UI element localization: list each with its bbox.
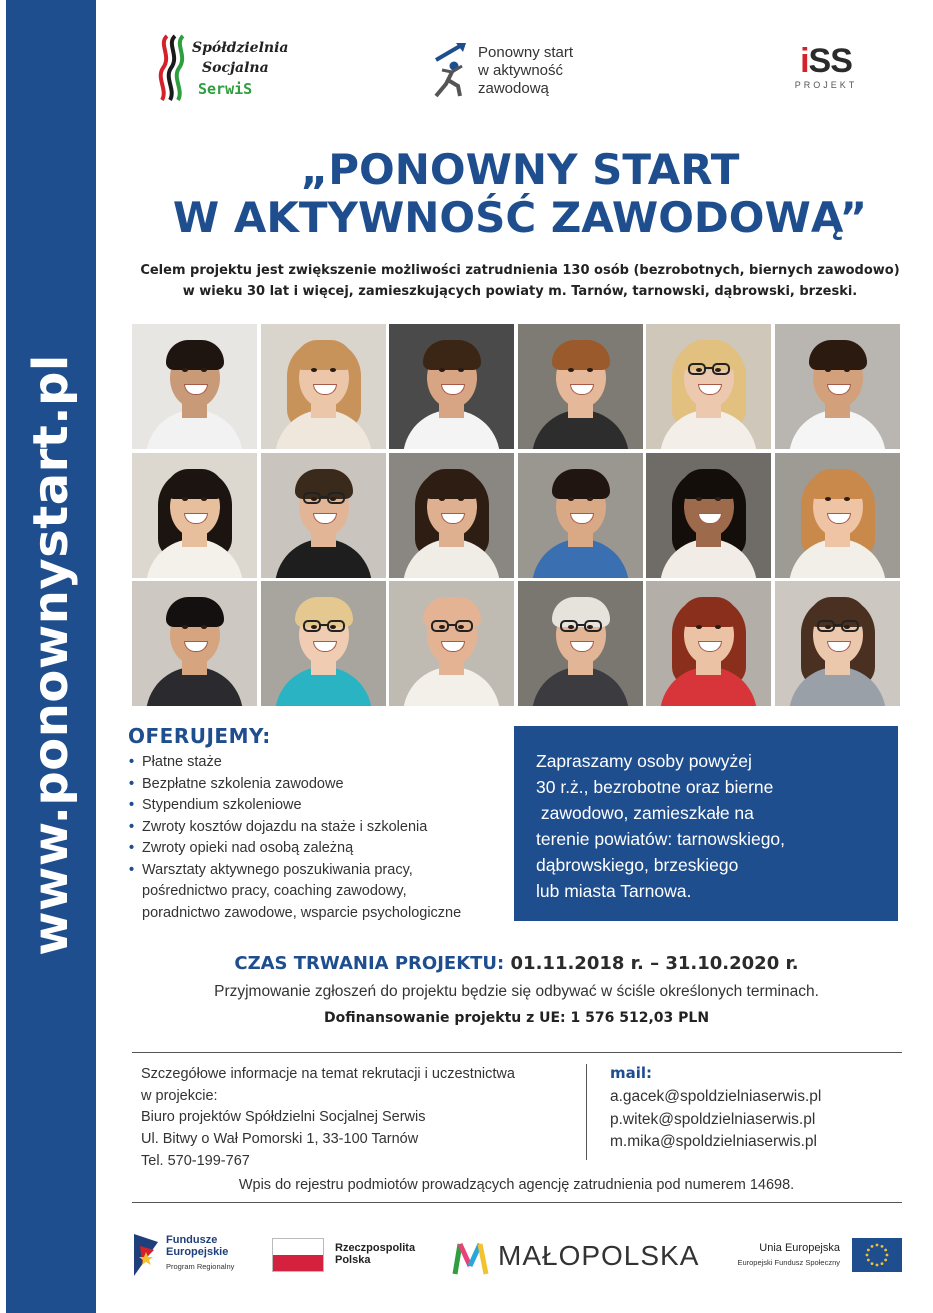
ps-line1: Ponowny start: [478, 44, 574, 61]
photo-hair: [809, 340, 867, 370]
portrait-photo: [775, 581, 900, 706]
iss-sub: PROJEKT: [794, 80, 858, 90]
eu-star-icon: [884, 1259, 887, 1262]
portrait-photo: [389, 324, 514, 449]
polish-flag-icon: [272, 1238, 324, 1272]
photo-eye: [182, 625, 188, 629]
contact-info: [141, 1064, 581, 1173]
invite-line: lub miasta Tarnowa.: [536, 881, 692, 901]
eu-star-icon: [881, 1262, 884, 1265]
photo-grid: [132, 324, 900, 706]
eu-star-icon: [884, 1249, 887, 1252]
portrait-photo: [261, 581, 386, 706]
contact-phone[interactable]: Tel. 570-199-767: [141, 1152, 250, 1169]
contact-line: Szczegółowe informacje na temat rekrutacji i uczestnictwa: [141, 1066, 515, 1082]
offer-item: • Bezpłatne szkolenia zawodowe: [128, 774, 508, 796]
portrait-photo: [518, 581, 643, 706]
portrait-photo: [389, 453, 514, 578]
logo-rzeczpospolita-polska: [272, 1238, 432, 1274]
photo-eye: [201, 625, 207, 629]
glasses-icon: [685, 362, 733, 376]
contact-line: Biuro projektów Spółdzielni Socjalnej Serwis: [141, 1109, 426, 1126]
divider-vertical: [586, 1064, 587, 1160]
iss-mark: [786, 44, 866, 78]
invite-line: Zapraszamy osoby powyżej: [536, 751, 752, 771]
portrait-photo: [775, 324, 900, 449]
logo-malopolska: [452, 1238, 712, 1278]
portrait-photo: [261, 324, 386, 449]
mail-address-link[interactable]: a.gacek@spoldzielniaserwis.pl: [610, 1088, 822, 1105]
rp-line1: Rzeczpospolita: [335, 1242, 416, 1254]
offer-item: • Zwroty kosztów dojazdu na staże i szkolenia: [128, 817, 508, 839]
portrait-photo: [775, 453, 900, 578]
logo-iss-projekt: [786, 44, 866, 94]
offer-item: • Zwroty opieki nad osobą zależną: [128, 838, 508, 860]
eu-star-icon: [876, 1244, 879, 1247]
photo-hair: [552, 340, 610, 370]
photo-hair: [809, 469, 867, 499]
offer-item-continuation: poradnictwo zawodowe, wsparcie psychologiczne: [142, 904, 462, 921]
page-title-line1: „PONOWNY START: [300, 145, 740, 194]
offer-title: OFERUJEMY:: [128, 724, 271, 748]
portrait-photo: [389, 581, 514, 706]
eu-star-icon: [876, 1264, 879, 1267]
divider-top: [132, 1052, 902, 1053]
fe-star-icon: [132, 1232, 160, 1276]
offer-item: • Warsztaty aktywnego poszukiwania pracy,: [128, 860, 508, 882]
offer-item-continuation: pośrednictwo pracy, coaching zawodowy,: [142, 883, 407, 899]
photo-eye: [201, 368, 207, 372]
logo-fundusze-europejskie: [132, 1230, 262, 1278]
photo-hair: [423, 469, 481, 499]
fe-text: [166, 1234, 228, 1258]
mail-address-link[interactable]: p.witek@spoldzielniaserwis.pl: [610, 1110, 816, 1128]
contact-line: w projekcie:: [141, 1087, 218, 1104]
offer-item: • Stypendium szkoleniowe: [128, 795, 508, 817]
intro-line1: Celem projektu jest zwiększenie możliwości zatrudnienia 130 osób (bezrobotnych, biernych zawodowo): [140, 263, 900, 278]
invite-line: zawodowo, zamieszkałe na: [536, 803, 754, 823]
photo-hair: [166, 597, 224, 627]
photo-eye: [201, 497, 207, 501]
portrait-photo: [646, 581, 771, 706]
glasses-icon: [300, 491, 348, 505]
photo-eye: [311, 368, 317, 372]
mail-title: mail:: [610, 1064, 653, 1082]
rp-text: [335, 1242, 415, 1266]
invite-line: terenie powiatów: tarnowskiego,: [536, 829, 786, 849]
photo-eye: [844, 497, 850, 501]
contact-line: Ul. Bitwy o Wał Pomorski 1, 33-100 Tarnów: [141, 1131, 419, 1148]
sss-line3: SerwiS: [198, 80, 253, 98]
eu-flag-icon: [852, 1238, 902, 1272]
eu-star-icon: [881, 1245, 884, 1248]
photo-eye: [458, 497, 464, 501]
sss-stripes-icon: [158, 34, 188, 102]
offer-item: • Płatne staże: [128, 752, 508, 774]
glasses-icon: [557, 619, 605, 633]
mail-address-link[interactable]: m.mika@spoldzielniaserwis.pl: [610, 1133, 817, 1150]
portrait-photo: [646, 324, 771, 449]
photo-eye: [182, 497, 188, 501]
ue-line2: Europejski Fundusz Społeczny: [737, 1258, 840, 1267]
page-title-line2: W AKTYWNOŚĆ ZAWODOWĄ”: [172, 193, 868, 242]
photo-eye: [439, 497, 445, 501]
mp-text: MAŁOPOLSKA: [498, 1240, 700, 1271]
logo-spoldzielnia-socjalna-serwis: [158, 34, 288, 104]
photo-eye: [182, 368, 188, 372]
photo-eye: [587, 497, 593, 501]
photo-eye: [825, 497, 831, 501]
logo-ponowny-start: [430, 40, 600, 100]
logo-unia-europejska: [724, 1238, 904, 1274]
photo-hair: [552, 469, 610, 499]
sss-line1: Spółdzielnia: [192, 40, 289, 56]
invite-line: 30 r.ż., bezrobotne oraz bierne: [536, 777, 774, 797]
photo-hair: [166, 469, 224, 499]
running-person-icon: [430, 40, 472, 98]
malopolska-m-icon: [452, 1240, 492, 1276]
offer-list: [128, 752, 508, 924]
ps-line3: zawodową: [478, 80, 549, 97]
invite-box: [514, 726, 898, 921]
portrait-photo: [518, 324, 643, 449]
portrait-photo: [132, 581, 257, 706]
eu-star-icon: [867, 1259, 870, 1262]
eu-star-icon: [871, 1262, 874, 1265]
portrait-photo: [261, 453, 386, 578]
fe-line2: Europejskie: [166, 1246, 229, 1258]
photo-hair: [166, 340, 224, 370]
photo-eye: [568, 497, 574, 501]
fe-line3: Program Regionalny: [166, 1262, 235, 1271]
photo-hair: [680, 597, 738, 627]
glasses-icon: [428, 619, 476, 633]
photo-hair: [295, 340, 353, 370]
duration-dates: 01.11.2018 r. – 31.10.2020 r.: [510, 953, 799, 974]
glasses-icon: [814, 619, 862, 633]
divider-bottom: [132, 1202, 902, 1203]
fe-line1: Fundusze: [166, 1234, 218, 1246]
invite-line: dąbrowskiego, brzeskiego: [536, 855, 739, 875]
ps-line2: w aktywność: [478, 62, 564, 79]
eu-star-icon: [867, 1249, 870, 1252]
iss-mark-red: i: [800, 42, 809, 80]
photo-hair: [423, 340, 481, 370]
eu-star-icon: [886, 1254, 889, 1257]
portrait-photo: [132, 453, 257, 578]
eu-star-icon: [871, 1245, 874, 1248]
portrait-photo: [132, 324, 257, 449]
eu-star-icon: [866, 1254, 869, 1257]
ps-text: [478, 44, 573, 98]
photo-eye: [696, 497, 702, 501]
portrait-photo: [646, 453, 771, 578]
funding-info: Dofinansowanie projektu z UE: 1 576 512,03 PLN: [323, 1010, 710, 1026]
sidebar-url-text[interactable]: www.ponownystart.pl: [23, 354, 79, 956]
register-info: Wpis do rejestru podmiotów prowadzących agencję zatrudnienia pod numerem 14698.: [238, 1177, 795, 1193]
iss-mark-rest: SS: [808, 42, 852, 80]
duration-label: CZAS TRWANIA PROJEKTU:: [234, 953, 505, 974]
photo-eye: [825, 368, 831, 372]
photo-eye: [844, 368, 850, 372]
project-duration: [120, 953, 913, 974]
photo-eye: [715, 497, 721, 501]
sss-line2: Socjalna: [202, 60, 269, 76]
glasses-icon: [300, 619, 348, 633]
portrait-photo: [518, 453, 643, 578]
ue-line1: Unia Europejska: [759, 1242, 840, 1254]
photo-eye: [587, 368, 593, 372]
rp-line2: Polska: [335, 1254, 371, 1266]
photo-eye: [568, 368, 574, 372]
sidebar-url[interactable]: [6, 0, 96, 1313]
application-note: Przyjmowanie zgłoszeń do projektu będzie się odbywać w ściśle określonych terminach.: [214, 983, 819, 1000]
intro-line2: w wieku 30 lat i więcej, zamieszkujących powiaty m. Tarnów, tarnowski, dąbrowski, brzeski.: [182, 284, 858, 299]
mail-list: [610, 1086, 821, 1154]
photo-eye: [330, 368, 336, 372]
